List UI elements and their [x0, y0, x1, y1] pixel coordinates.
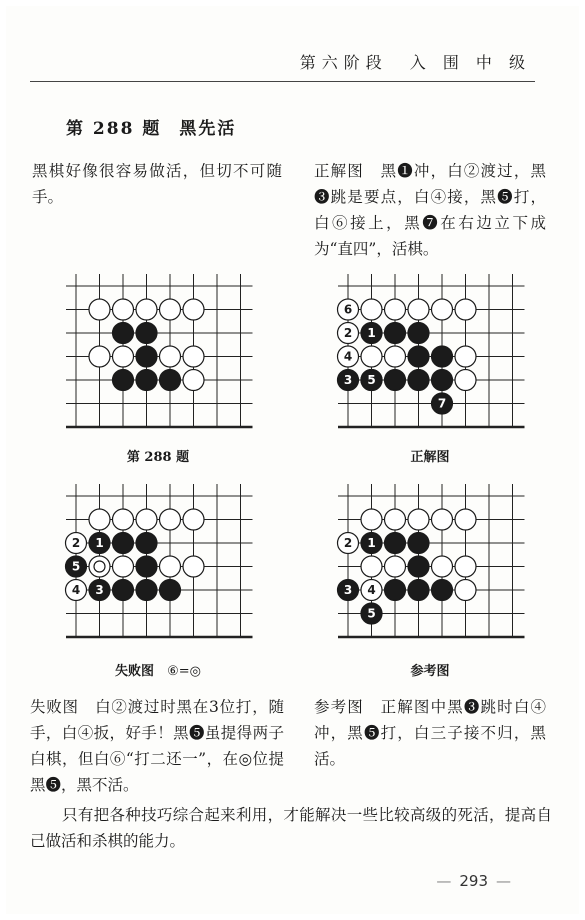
white-stone — [455, 509, 476, 530]
move-number: 5 — [367, 606, 376, 621]
white-stone — [361, 299, 382, 320]
header-rule — [30, 81, 535, 82]
black-stone — [432, 370, 453, 391]
caption-failure — [58, 660, 258, 679]
white-stone — [183, 509, 204, 530]
black-stone — [160, 580, 181, 601]
white-stone — [455, 580, 476, 601]
white-stone — [455, 346, 476, 367]
black-stone — [408, 556, 429, 577]
white-stone — [385, 299, 406, 320]
solution-paragraph: 正解图 黑❶冲，白②渡过，黑❸跳是要点，白④接，黑❺打，白⑥接上，黑❼在右边立下成为“直四”，活棋。 — [314, 162, 546, 258]
board-failure — [64, 484, 254, 646]
page-number: — 293 — — [436, 872, 511, 890]
white-stone — [183, 370, 204, 391]
problem-title — [66, 114, 236, 139]
black-stone — [408, 323, 429, 344]
move-number: 6 — [343, 302, 353, 317]
white-stone — [136, 509, 157, 530]
white-stone — [160, 556, 181, 577]
move-number: 2 — [343, 326, 353, 341]
move-number: 3 — [343, 583, 353, 598]
white-stone — [385, 556, 406, 577]
caption-reference: 参考图 — [410, 664, 450, 679]
black-stone — [136, 346, 157, 367]
board-problem — [64, 274, 254, 434]
go-board-problem — [64, 274, 254, 434]
white-stone — [113, 509, 134, 530]
failure-paragraph: 失败图 白②渡过时黑在3位打，随手，白④扳，好手！黑❺虽提得两子白棋，但白⑥“打二还一”，在◎位提黑❺，黑不活。 — [30, 698, 284, 794]
reference-paragraph: 参考图 正解图中黑❸跳时白④冲，黑❺打，白三子接不归，黑活。 — [314, 698, 546, 768]
caption-failure-note: ⑥=◎ — [167, 664, 201, 679]
running-head: 第六阶段 入 围 中 级 — [299, 53, 531, 72]
white-stone — [385, 346, 406, 367]
white-stone — [385, 509, 406, 530]
white-stone — [455, 370, 476, 391]
book-page — [6, 6, 579, 914]
move-number: 2 — [343, 536, 353, 551]
white-stone — [183, 556, 204, 577]
white-stone — [160, 299, 181, 320]
white-stone — [432, 299, 453, 320]
black-stone — [385, 533, 406, 554]
white-stone — [361, 509, 382, 530]
move-number: 3 — [343, 373, 353, 388]
problem-task: 黑先活 — [179, 119, 237, 139]
black-stone — [113, 370, 134, 391]
black-stone — [113, 533, 134, 554]
page-number-value: 293 — [459, 872, 488, 890]
white-stone — [408, 509, 429, 530]
move-number: 4 — [367, 583, 376, 598]
caption-solution: 正解图 — [410, 450, 450, 465]
black-stone — [432, 346, 453, 367]
white-stone — [361, 556, 382, 577]
go-board-solution — [336, 274, 526, 434]
move-number: 5 — [71, 559, 81, 574]
board-reference — [336, 484, 526, 646]
white-stone — [432, 556, 453, 577]
white-stone — [432, 509, 453, 530]
move-number: 5 — [367, 373, 376, 388]
black-stone — [136, 323, 157, 344]
intro-paragraph: 黑棋好像很容易做活，但切不可随手。 — [32, 162, 282, 206]
move-number: 4 — [71, 583, 81, 598]
black-stone — [385, 370, 406, 391]
white-stone-numbered — [361, 346, 382, 367]
move-number: 4 — [343, 349, 353, 364]
black-stone — [136, 556, 157, 577]
move-number: 1 — [367, 536, 376, 551]
black-stone — [432, 580, 453, 601]
black-stone — [408, 533, 429, 554]
black-stone — [408, 346, 429, 367]
white-stone — [113, 346, 134, 367]
black-stone — [113, 323, 134, 344]
black-stone — [136, 580, 157, 601]
board-solution — [336, 274, 526, 434]
black-stone — [385, 580, 406, 601]
black-stone — [408, 370, 429, 391]
go-board-failure — [64, 484, 254, 646]
conclusion-paragraph: 只有把各种技巧综合起来利用，才能解决一些比较高级的死活，提高自己做活和杀棋的能力。 — [30, 806, 552, 850]
move-number: 2 — [71, 536, 81, 551]
black-stone — [160, 370, 181, 391]
black-stone — [136, 370, 157, 391]
white-stone — [183, 346, 204, 367]
move-number: 1 — [95, 536, 104, 551]
white-stone — [455, 299, 476, 320]
white-stone — [183, 299, 204, 320]
move-number: 7 — [437, 396, 447, 411]
black-stone — [113, 580, 134, 601]
white-stone-numbered — [89, 556, 110, 577]
black-stone — [385, 323, 406, 344]
black-stone — [408, 580, 429, 601]
white-stone — [113, 299, 134, 320]
go-board-reference — [336, 484, 526, 646]
caption-problem: 第 288 题 — [126, 450, 190, 465]
white-stone — [113, 556, 134, 577]
white-stone — [408, 299, 429, 320]
caption-failure-title: 失败图 — [115, 664, 155, 679]
problem-number: 第 288 题 — [66, 119, 162, 139]
white-stone — [136, 299, 157, 320]
white-stone — [89, 346, 110, 367]
white-stone — [455, 556, 476, 577]
white-stone — [89, 509, 110, 530]
white-stone — [160, 346, 181, 367]
black-stone — [136, 533, 157, 554]
move-number: 1 — [367, 326, 376, 341]
white-stone — [160, 509, 181, 530]
move-number: 3 — [95, 583, 104, 598]
white-stone — [89, 299, 110, 320]
